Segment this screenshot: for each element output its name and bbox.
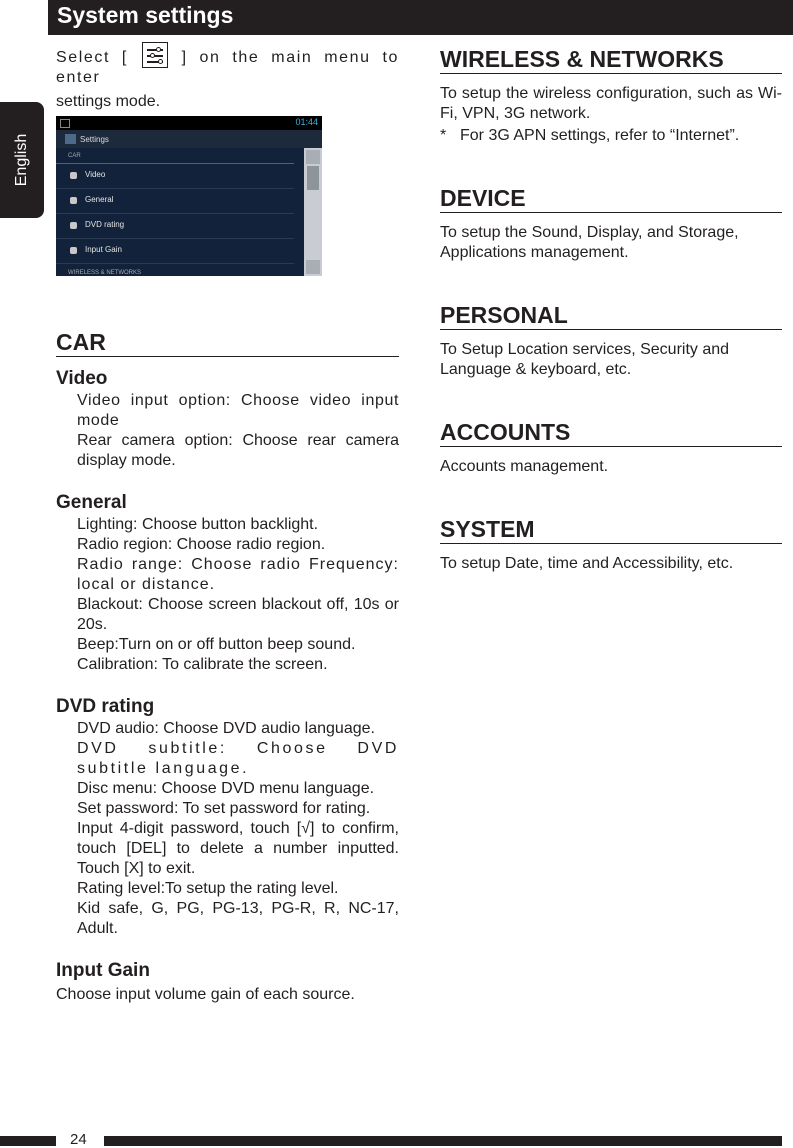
- gallery-icon: [60, 119, 70, 128]
- status-time: 01:44: [295, 117, 318, 127]
- video-title: Video: [56, 368, 108, 390]
- general-line: Beep:Turn on or off button beep sound.: [77, 636, 356, 654]
- settings-list: [56, 148, 304, 276]
- wireless-note: [440, 126, 782, 146]
- scroll-up-icon: [306, 150, 320, 164]
- device-description: To setup the Sound, Display, and Storage, Applications management.: [440, 224, 739, 261]
- settings-screenshot: [56, 116, 322, 276]
- list-item-label: Input Gain: [85, 245, 122, 254]
- device-section-title: DEVICE: [440, 184, 782, 213]
- list-item: [56, 214, 294, 239]
- video-line: Video input option: Choose video input mode: [77, 392, 399, 430]
- footer-bar-left: [0, 1136, 56, 1146]
- accounts-section-title: ACCOUNTS: [440, 418, 782, 447]
- language-tab: [0, 102, 44, 218]
- action-bar: [56, 130, 322, 148]
- video-line: Rear camera option: Choose rear camera display mode.: [77, 432, 399, 470]
- dvd-line: Disc menu: Choose DVD menu language.: [77, 780, 375, 798]
- general-line: Radio range: Choose radio Frequency: local or distance.: [77, 556, 399, 594]
- intro-line-2: settings mode.: [56, 93, 161, 111]
- video-description: [56, 391, 399, 471]
- note-asterisk: *: [440, 127, 447, 144]
- dvd-line: Set password: To set password for rating.: [77, 800, 371, 818]
- dvd-line: Input 4-digit password, touch [√] to confirm, touch [DEL] to delete a number inputted. Touch [X] to exit.: [77, 820, 399, 878]
- personal-description: To Setup Location services, Security and Language & keyboard, etc.: [440, 341, 730, 378]
- scroll-down-icon: [306, 260, 320, 274]
- list-item-label: General: [85, 195, 114, 204]
- general-line: Lighting: Choose button backlight.: [77, 516, 319, 534]
- wireless-description: To setup the wireless configuration, such as Wi-Fi, VPN, 3G network.: [440, 85, 782, 122]
- general-line: Radio region: Choose radio region.: [77, 536, 326, 554]
- list-item: [56, 239, 294, 264]
- category-wireless: WIRELESS & NETWORKS: [68, 270, 142, 276]
- input-gain-title: Input Gain: [56, 960, 150, 982]
- note-text: For 3G APN settings, refer to “Internet”.: [460, 127, 740, 144]
- input-gain-description: Choose input volume gain of each source.: [56, 986, 355, 1004]
- personal-section-title: PERSONAL: [440, 301, 782, 330]
- dvd-line: Rating level:To setup the rating level.: [77, 880, 339, 898]
- general-line: Blackout: Choose screen blackout off, 10s or 20s.: [77, 596, 399, 634]
- general-line: Calibration: To calibrate the screen.: [77, 656, 328, 674]
- volume-icon: [70, 247, 77, 254]
- intro-select-after: ] on the main menu to enter: [56, 49, 399, 87]
- list-item-label: DVD rating: [85, 220, 125, 229]
- status-bar: [56, 116, 322, 130]
- scroll-thumb: [307, 166, 319, 190]
- language-label: English: [13, 133, 30, 187]
- dvd-line: DVD subtitle: Choose DVD subtitle language.: [77, 740, 399, 778]
- accounts-description: Accounts management.: [440, 458, 609, 475]
- wireless-section-title: WIRELESS & NETWORKS: [440, 45, 782, 74]
- scrollbar: [304, 148, 322, 276]
- dvd-icon: [70, 222, 77, 229]
- page-title: System settings: [57, 2, 234, 28]
- category-car: CAR: [56, 148, 294, 164]
- dvd-line: Kid safe, G, PG, PG-13, PG-R, R, NC-17, Adult.: [77, 900, 399, 938]
- general-title: General: [56, 492, 127, 514]
- system-description: To setup Date, time and Accessibility, etc.: [440, 555, 734, 572]
- settings-sliders-icon: [142, 42, 168, 68]
- video-icon: [70, 172, 77, 179]
- intro-select-before: Select [: [56, 49, 128, 67]
- intro-line-1: [56, 48, 399, 88]
- dvd-rating-description: [56, 719, 399, 939]
- car-section-title: CAR: [56, 328, 399, 357]
- list-item: [56, 189, 294, 214]
- dvd-line: DVD audio: Choose DVD audio language.: [77, 720, 375, 738]
- system-section-title: SYSTEM: [440, 515, 782, 544]
- action-bar-title: Settings: [80, 135, 109, 144]
- page-number: 24: [70, 1131, 87, 1148]
- footer-bar-right: [104, 1136, 782, 1146]
- right-column: [440, 40, 782, 574]
- general-description: [56, 515, 399, 675]
- dvd-rating-title: DVD rating: [56, 696, 155, 718]
- general-icon: [70, 197, 77, 204]
- list-item-label: Video: [85, 170, 106, 179]
- settings-icon: [65, 134, 76, 144]
- list-item: [56, 164, 294, 189]
